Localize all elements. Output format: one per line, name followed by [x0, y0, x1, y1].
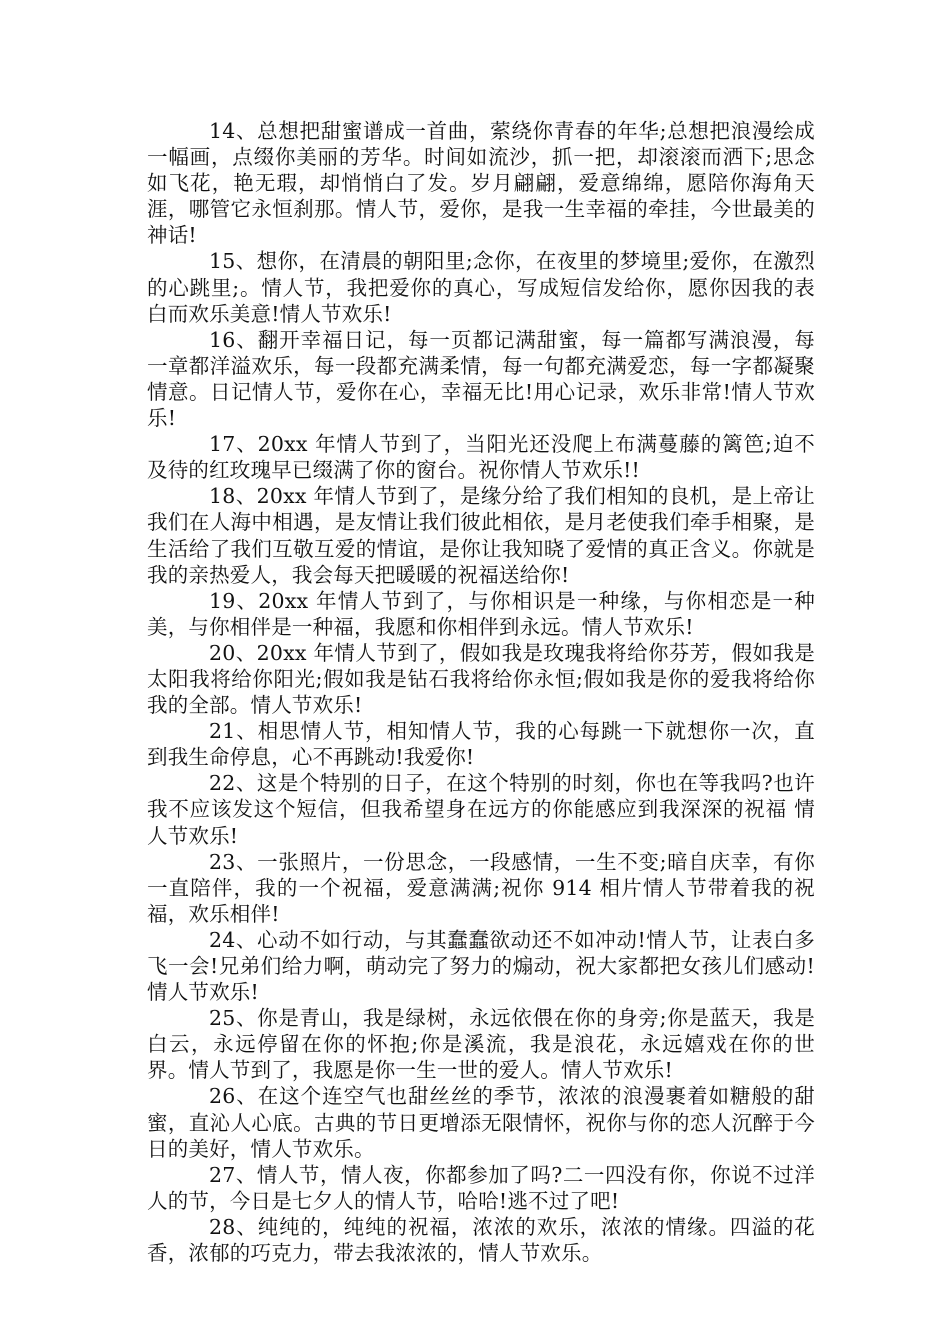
paragraph-16: 16、翻开幸福日记，每一页都记满甜蜜，每一篇都写满浪漫，每一章都洋溢欢乐，每一段都充满柔情，每一句都充满爱恋，每一字都凝聚情意。日记情人节，爱你在心，幸福无比!用心记录，欢乐非常!情人节欢乐!: [147, 327, 815, 431]
paragraph-20: 20、20xx 年情人节到了，假如我是玫瑰我将给你芬芳，假如我是太阳我将给你阳光;假如我是钻石我将给你永恒;假如我是你的爱我将给你我的全部。情人节欢乐!: [147, 640, 815, 718]
paragraph-22: 22、这是个特别的日子，在这个特别的时刻，你也在等我吗?也许我不应该发这个短信，但我希望身在远方的你能感应到我深深的祝福 情人节欢乐!: [147, 771, 815, 848]
paragraph-19: 19、20xx 年情人节到了，与你相识是一种缘，与你相恋是一种美，与你相伴是一种福，我愿和你相伴到永远。情人节欢乐!: [147, 588, 815, 639]
paragraph-25: 25、你是青山，我是绿树，永远依偎在你的身旁;你是蓝天，我是白云，永远停留在你的怀抱;你是溪流，我是浪花，永远嬉戏在你的世界。情人节到了，我愿是你一生一世的爱人。情人节欢乐!: [147, 1006, 815, 1083]
paragraph-23: 23、一张照片，一份思念，一段感情，一生不变;暗自庆幸，有你一直陪伴，我的一个祝福，爱意满满;祝你 914 相片情人节带着我的祝福，欢乐相伴!: [147, 849, 815, 926]
document-body: [147, 118, 815, 1266]
paragraph-24: 24、心动不如行动，与其蠢蠢欲动还不如冲动!情人节，让表白多飞一会!兄弟们给力啊，萌动完了努力的煽动，祝大家都把女孩儿们感动!情人节欢乐!: [147, 927, 815, 1005]
paragraph-14: 14、总想把甜蜜谱成一首曲，萦绕你青春的年华;总想把浪漫绘成一幅画，点缀你美丽的芳华。时间如流沙，抓一把，却滚滚而洒下;思念如飞花，艳无瑕，却悄悄白了发。岁月翩翩，爱意绵绵，愿陪你海角天涯，哪管它永恒刹那。情人节，爱你，是我一生幸福的牵挂，今世最美的神话!: [147, 119, 815, 248]
paragraph-27: 27、情人节，情人夜，你都参加了吗?二一四没有你，你说不过洋人的节，今日是七夕人的情人节，哈哈!逃不过了吧!: [147, 1162, 815, 1213]
paragraph-26: 26、在这个连空气也甜丝丝的季节，浓浓的浪漫裹着如糖般的甜蜜，直沁人心底。古典的节日更增添无限情怀，祝你与你的恋人沉醉于今日的美好，情人节欢乐。: [147, 1084, 815, 1161]
paragraph-28: 28、纯纯的，纯纯的祝福，浓浓的欢乐，浓浓的情缘。四溢的花香，浓郁的巧克力，带去我浓浓的，情人节欢乐。: [147, 1214, 815, 1266]
paragraph-21: 21、相思情人节，相知情人节，我的心每跳一下就想你一次，直到我生命停息，心不再跳动!我爱你!: [147, 719, 815, 770]
paragraph-17: 17、20xx 年情人节到了，当阳光还没爬上布满蔓藤的篱笆;迫不及待的红玫瑰早已缀满了你的窗台。祝你情人节欢乐!!: [147, 432, 815, 483]
paragraph-18: 18、20xx 年情人节到了，是缘分给了我们相知的良机，是上帝让我们在人海中相遇，是友情让我们彼此相依，是月老使我们牵手相聚，是生活给了我们互敬互爱的情谊，是你让我知晓了爱情的真正含义。你就是我的亲热爱人，我会每天把暖暖的祝福送给你!: [147, 484, 815, 587]
paragraph-15: 15、想你，在清晨的朝阳里;念你，在夜里的梦境里;爱你，在激烈的心跳里;。情人节，我把爱你的真心，写成短信发给你，愿你因我的表白而欢乐美意!情人节欢乐!: [147, 249, 815, 326]
